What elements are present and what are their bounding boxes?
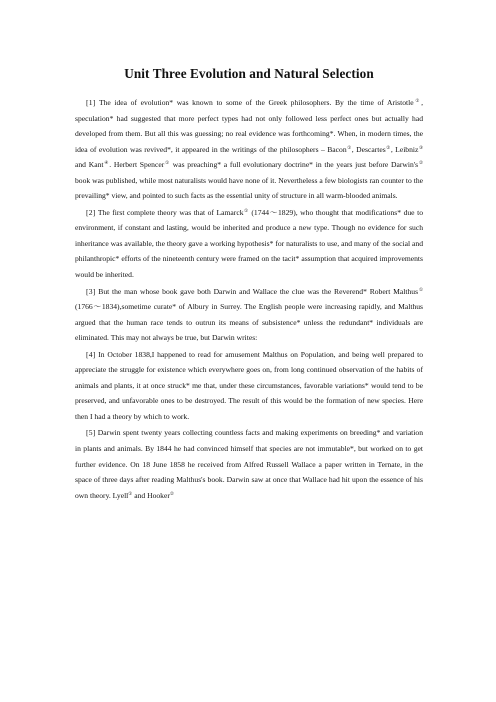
paragraph: [75, 205, 423, 283]
paragraph-text: The idea of evolution* was known to some of the Greek philosophers. By the time of Aristotle: [95, 98, 414, 107]
paragraph-text: But the man whose book gave both Darwin and Wallace the clue was the Reverend* Robert Malthus: [95, 286, 419, 296]
paragraph-text: , Descartes: [351, 144, 386, 154]
paragraph-text: and Hooker: [132, 490, 170, 500]
footnote-marker: ②: [169, 490, 174, 496]
paragraph: [75, 425, 423, 503]
footnote-marker: ③: [418, 144, 423, 150]
paragraph: [75, 347, 423, 425]
paragraph-number: [3]: [86, 286, 96, 296]
paragraph-text: , Leibniz: [390, 144, 419, 154]
paragraph-number: [2]: [86, 207, 96, 217]
paragraph-text: and Kant: [75, 160, 104, 170]
page-title: Unit Three Evolution and Natural Selection: [124, 66, 374, 81]
paragraph-text: was preaching* a full evolutionary doctrine* in the years just before Darwin's: [170, 160, 419, 170]
paragraph-text: Darwin spent twenty years collecting countless facts and making experiments on breeding* and variation in plants and animals. By 1844 he had convinced himself that species are not immutable*, but worked on to get further evidence. On 18 June 1858 he received from Alfred Russell Wallace a paper written in Ternate, in the space of three days after reading Malthus's book. Darwin saw at once that Wallace had hit upon the essence of his own theory. Lyell: [75, 428, 423, 500]
paragraph: [75, 95, 423, 204]
paragraph-number: [1]: [86, 98, 96, 107]
footnote-marker: ②: [418, 160, 424, 166]
paragraph-text: In October 1838,I happened to read for amusement Malthus on Population, and being well prepared to appreciate the struggle for existence which everywhere goes on, from long continued observation of the habits of animals and plants, it at once struck* me that, under these circumstances, favorable variations* would tend to be preserved, and unfavorable ones to be destroyed. The result of this would be the formation of new species. Here then I had a theory by which to work.: [75, 349, 423, 421]
paragraph-text: , speculation* had suggested that more perfect types had not only followed less perfect ones but actually had developed from them. But all this was guessing; no real evidence was forthcoming*. When, in modern times, the idea of evolution was revived*, it appeared in the writings of the philosophers – Bacon: [75, 98, 423, 154]
paragraph-text: book was published, while most naturalists would have none of it. Nevertheless a few biologists ran counter to the prevailing* view, and pointed to such facts as the essential unity of structure in all warm-blooded animals.: [75, 175, 423, 201]
paragraph-text: (1744～1829), who thought that modifications* due to environment, if constant and lasting, would be inherited and produce a new type. Though no evidence for such inheritance was available, the theory gave a working hypothesis* for naturalists to use, and many of the social and philanthropic* efforts of the nineteenth century were framed on the tacit* assumption that acquired improvements would be inherited.: [75, 207, 423, 280]
paragraph-text: The first complete theory was that of Lamarck: [95, 207, 244, 217]
footnote-marker: ①: [128, 490, 133, 496]
footnote-marker: ①: [243, 207, 249, 213]
footnote-marker: ①: [413, 98, 422, 103]
document-body: [75, 95, 423, 503]
footnote-marker: ②: [385, 144, 391, 150]
paragraph-number: [4]: [86, 349, 96, 359]
footnote-marker: ④: [103, 160, 110, 166]
footnote-marker: ①: [164, 160, 170, 166]
footnote-marker: ①: [418, 286, 423, 292]
paragraph-number: [5]: [86, 428, 96, 438]
footnote-marker: ①: [346, 144, 352, 150]
paragraph-text: (1766～1834),sometime curate* of Albury in Surrey. The English people were increasing rapidly, and Malthus argued that the human race tends to outrun its means of subsistence* unless the redundant* individuals are eliminated. This may not always be true, but Darwin writes:: [75, 302, 423, 343]
paragraph: [75, 284, 423, 346]
paragraph-text: . Herbert Spencer: [109, 160, 165, 170]
